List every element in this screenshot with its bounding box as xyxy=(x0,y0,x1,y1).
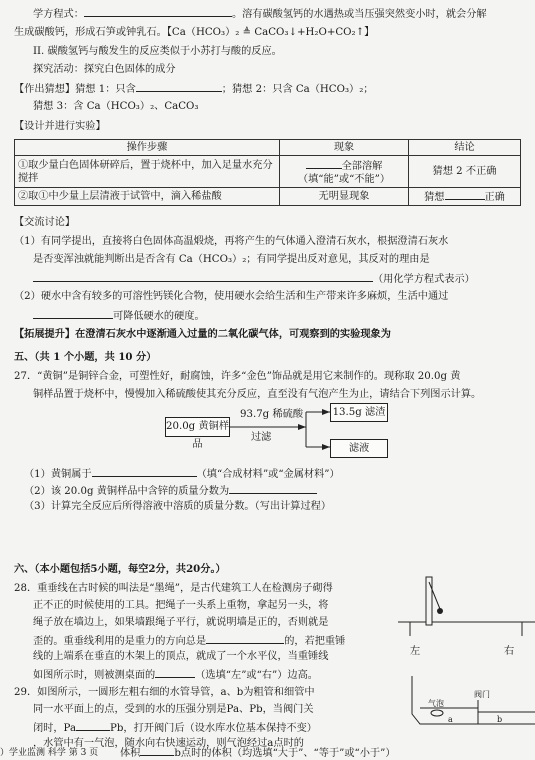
question-27-part-2: （2）该 20.0g 黄铜样品中含锌的质量分数为 xyxy=(24,483,317,498)
question-27-line-1: 27．“黄铜”是铜锌合金，可塑性好，耐腐蚀，许多“金色”饰品就是用它来制作的。现称取 20.0g 黄 xyxy=(14,371,461,382)
arrow-head-main xyxy=(298,424,306,430)
line-discussion-1c: （用化学方程式表示） xyxy=(33,271,475,286)
question-28-line-5: 线的上端系在垂直的木架上的顶点，就成了一个水平仪，当重锤线 xyxy=(33,651,329,662)
question-28-line-6: 如图所示时，则被测桌面的 （选填“左”或“右”）边高。 xyxy=(33,667,318,682)
table-header-conclusion: 结论 xyxy=(409,140,521,156)
table-cell-conclusion-1: 猜想 2 不正确 xyxy=(409,156,521,188)
line-hypothesis: 【作出猜想】猜想 1：只含 ；猜想 2：只含 Ca（HCO₃）₂； xyxy=(14,81,374,96)
point-b-label: b xyxy=(497,715,503,724)
table-cell-phenomenon-2: 无明显现象 xyxy=(280,188,409,206)
acid-label: 93.7g 稀硫酸 xyxy=(240,409,304,420)
right-label: 右 xyxy=(504,646,515,657)
line-discussion-2b: 可降低硬水的硬度。 xyxy=(33,308,205,323)
line-discussion-2: （2）硬水中含有较多的可溶性钙镁化合物，使用硬水会给生活和生产带来许多麻烦，生活中通过 xyxy=(14,291,449,302)
page-footer: ）学业监测 科学 第 3 页 xyxy=(0,748,99,758)
line-discussion-1b: 是否变浑浊就能判断出是否含有 Ca（HCO₃）₂；有同学提出反对意见，其反对的理由是 xyxy=(33,254,430,265)
question-27-part-3: （3）计算完全反应后所得溶液中溶质的质量分数。（写出计算过程） xyxy=(24,501,332,512)
bubble-shape xyxy=(431,710,443,716)
bubble-label: 气泡 xyxy=(428,699,444,708)
question-27-line-2: 铜样品置于烧杯中，慢慢加入稀硫酸使其充分反应，直至没有气泡产生为止，请结合下列图示计算。 xyxy=(33,389,482,400)
line-extension: 【拓展提升】在澄清石灰水中逐渐通入过量的二氧化碳气体，可观察到的实验现象为 xyxy=(14,328,391,340)
sample-box: 20.0g 黄铜样品 xyxy=(165,417,230,437)
question-29-line-5: 体积 b点时的体积（均选填“大于”、“等于”或“小于”） xyxy=(120,745,396,760)
table-header-step: 操作步骤 xyxy=(15,140,280,156)
line-equation-prompt: 学方程式： 。溶有碳酸氢钙的水遇热或当压强突然变小时，就会分解 xyxy=(33,6,487,21)
line-decomposition: 生成碳酸钙，形成石笋或钟乳石。【Ca（HCO₃）₂ ≜ CaCO₃↓+H₂O+CO₂↑】 xyxy=(14,27,375,38)
gravity-blank[interactable] xyxy=(206,633,284,644)
filter-label: 过滤 xyxy=(251,432,272,443)
arrow-head-filtrate xyxy=(322,444,330,450)
question-28-line-2: 正不正的时候使用的工具。把绳子一头系上重物，拿起另一头，将 xyxy=(33,600,329,611)
question-28-line-4: 歪的。重垂线利用的是重力的方向总是 的，若把重锤 xyxy=(33,633,345,648)
valve-label: 阀门 xyxy=(474,690,490,699)
table-cell-step-2: ②取①中少量上层清液于试管中，滴入稀盐酸 xyxy=(15,188,280,206)
table-cell-phenomenon-1: 全部溶解 （填“能”或“不能”） xyxy=(280,156,409,188)
table-cell-conclusion-2: 猜想 正确 xyxy=(409,188,521,206)
arrow-head-residue xyxy=(322,409,330,415)
zinc-fraction-blank[interactable] xyxy=(229,483,317,494)
filtrate-box: 滤液 xyxy=(330,439,388,458)
left-label: 左 xyxy=(410,646,421,657)
question-28-line-1: 28．重垂线在古时候的叫法是“墨绳”，是古代建筑工人在检测房子砌得 xyxy=(14,583,333,594)
line-activity: 探究活动：探究白色固体的成分 xyxy=(33,64,176,75)
line-design-heading: 【设计并进行实验】 xyxy=(14,121,106,132)
question-27-part-1: （1）黄铜属于 （填“合成材料”或“金属材料”） xyxy=(24,466,340,481)
pressure-blank[interactable] xyxy=(76,720,110,731)
plumb-frame xyxy=(426,577,432,625)
line-discussion-heading: 【交流讨论】 xyxy=(14,217,76,228)
plumb-bob xyxy=(437,608,443,614)
volume-blank[interactable] xyxy=(140,745,174,756)
table-cell-step-1: ①取少量白色固体研碎后，置于烧杯中，加入足量水充分搅拌 xyxy=(15,156,280,188)
section-5-heading: 五、（共 1 个小题，共 10 分） xyxy=(14,351,157,363)
point-a-label: a xyxy=(448,715,453,724)
line-hypothesis-3: 猜想 3：含 Ca（HCO₃）₂、CaCO₃ xyxy=(33,101,199,112)
table-header-phenomenon: 现象 xyxy=(280,140,409,156)
residue-box: 13.5g 滤渣 xyxy=(330,403,388,422)
question-29-line-3: 闭时，Pa Pb，打开阀门后（设水库水位基本保持不变） xyxy=(33,720,317,735)
question-29-line-4: ，水管中有一气泡，随水向右快速运动，则气泡经过a点时的 xyxy=(33,738,304,749)
section-6-heading: 六、（本小题包括5小题，每空2分，共20分。） xyxy=(14,563,226,575)
line-info-2: II. 碳酸氢钙与酸发生的反应类似于小苏打与酸的反应。 xyxy=(33,46,282,57)
line-discussion-1: （1）有同学提出，直接将白色固体高温煅烧，再将产生的气体通入澄清石灰水，根据澄清石灰水 xyxy=(14,236,449,247)
side-blank[interactable] xyxy=(155,667,195,678)
question-29-line-1: 29．如图所示，一圆形左粗右细的水管导管，a、b为粗管和细管中 xyxy=(14,687,315,698)
material-blank[interactable] xyxy=(92,466,197,477)
question-29-line-2: 同一水平面上的点，受到的水的压强分别是Pa、Pb，当阀门关 xyxy=(33,704,314,715)
question-28-line-3: 绳子放在墙边上，如果墙跟绳子平行，就说明墙是正的，否则就是 xyxy=(33,617,329,628)
